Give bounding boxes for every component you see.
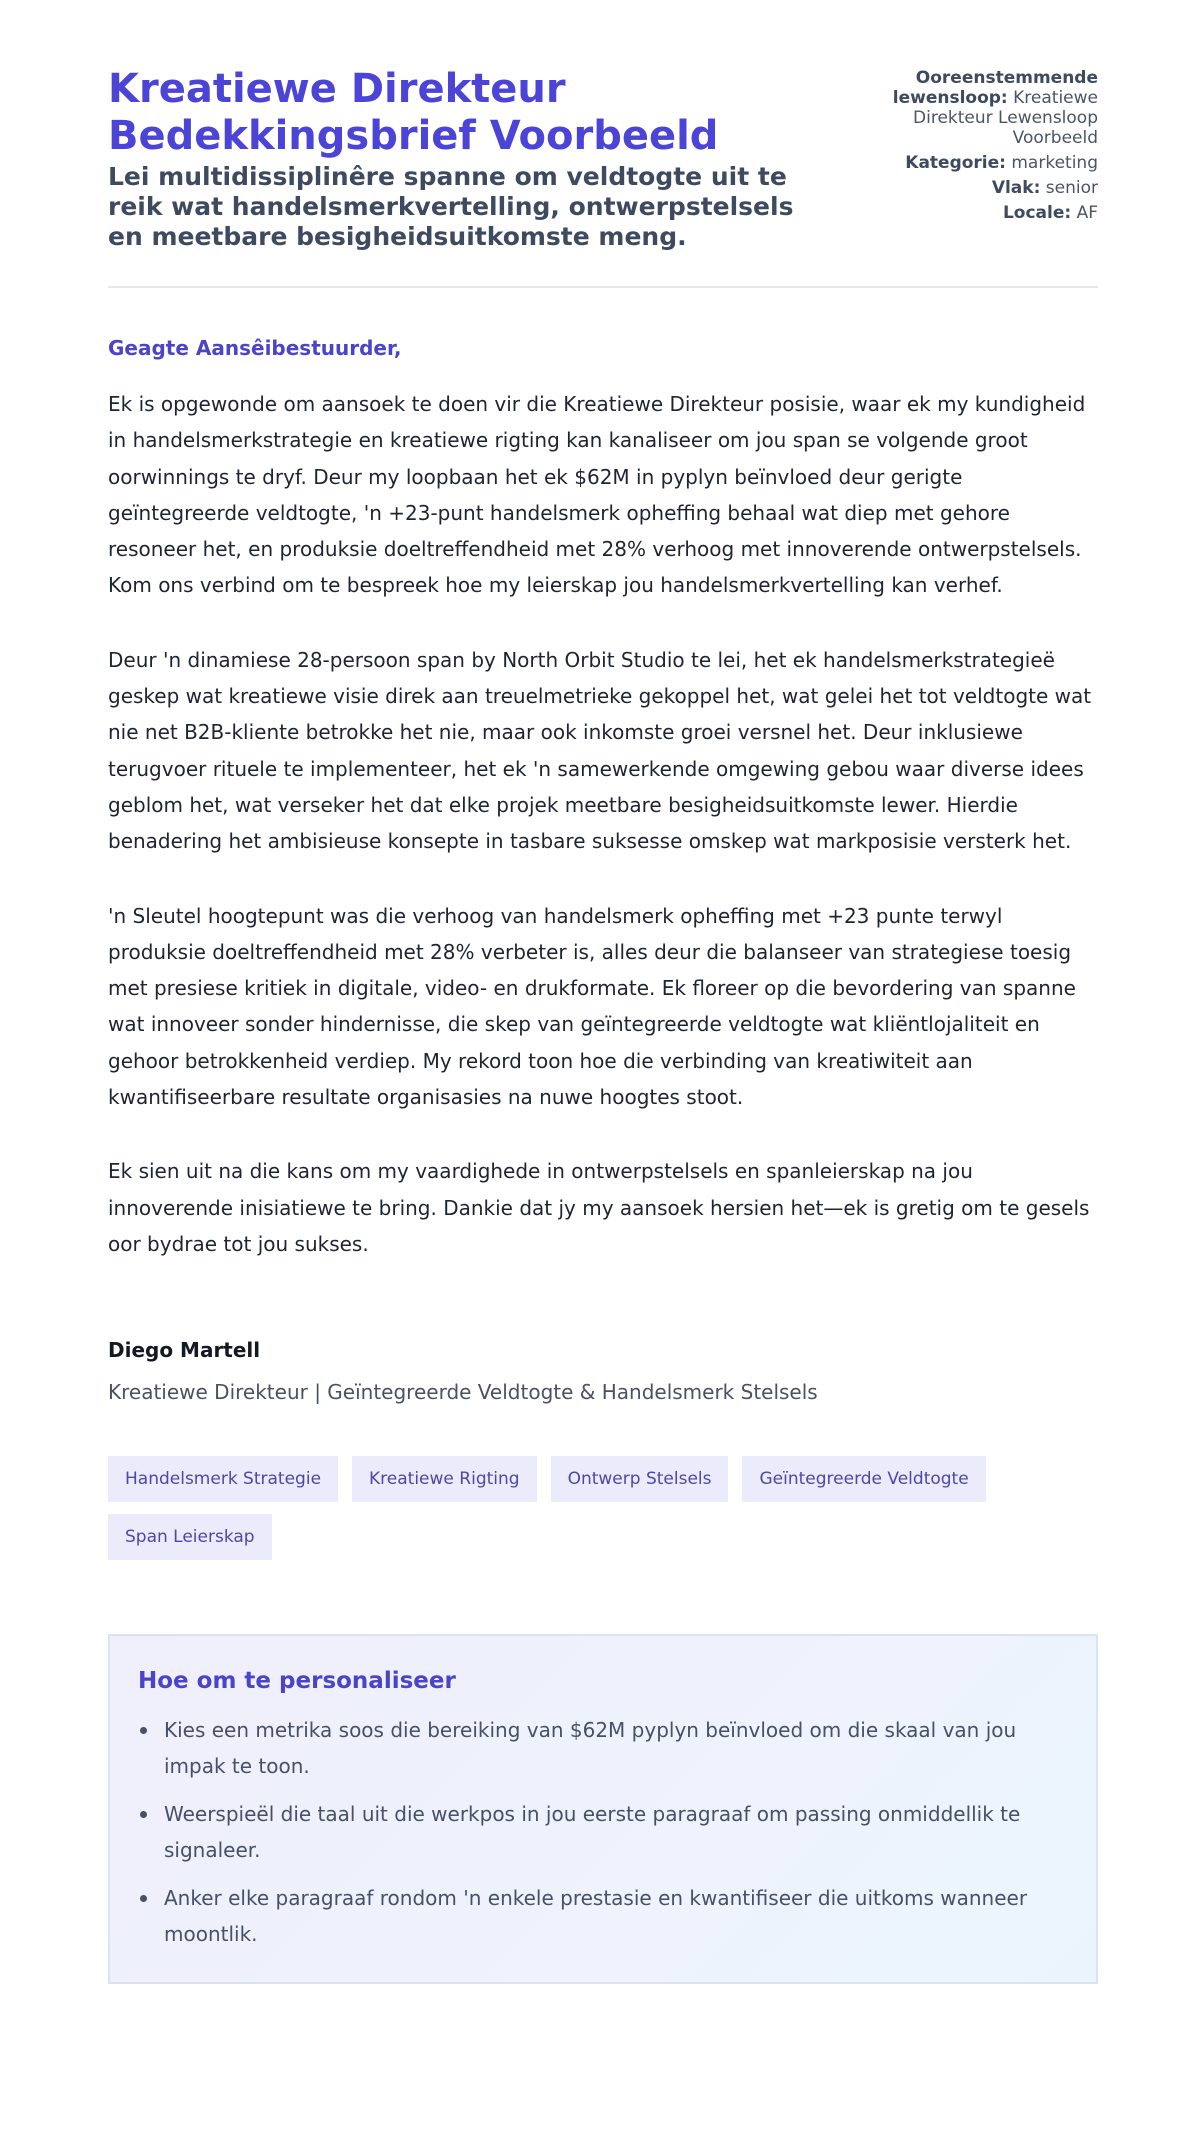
document-header: [108, 66, 1098, 288]
tip-item: [138, 1712, 1066, 1784]
tips-title: Hoe om te personaliseer: [138, 1668, 456, 1695]
signature-block: [108, 1338, 1098, 1404]
letter-paragraph: Deur 'n dinamiese 28-persoon span by North Orbit Studio te lei, het ek handelsmerkstrategieë geskep wat kreatiewe visie direk aan treuelmetrieke gekoppel het, wat gelei het tot veldtogte wat nie net B2B-kliente betrokke het nie, maar ook inkomste groei versnel het. Deur inklusiewe terugvoer rituele te implementeer, het ek 'n samewerkende omgewing gebou waar diverse idees geblom het, wat verseker het dat elke projek meetbare besigheidsuitkomste lewer. Hierdie benadering het ambisieuse konsepte in tasbare suksesse omskep wat markposisie versterk het.: [108, 647, 1092, 854]
tip-text: Kies een metrika soos die bereiking van $62M pyplyn beïnvloed om die skaal van jou impak te toon.: [164, 1718, 1017, 1779]
letter-body: [108, 336, 1098, 1262]
meta-level: [868, 178, 1098, 198]
tip-text: Weerspieël die taal uit die werkpos in jou eerste paragraaf om passing onmiddellik te signaleer.: [164, 1802, 1021, 1863]
meta-value: senior: [1045, 178, 1098, 198]
letter-paragraph: Ek sien uit na die kans om my vaardighede in ontwerpstelsels en spanleierskap na jou innoverende inisiatiewe te bring. Dankie dat jy my aansoek hersien het—ek is gretig om te gesels oor bydrae tot jou sukses.: [108, 1159, 1090, 1256]
letter-paragraph: Ek is opgewonde om aansoek te doen vir die Kreatiewe Direkteur posisie, waar ek my kundigheid in handelsmerkstrategie en kreatiewe rigting kan kanaliseer om jou span se volgende groot oorwinnings te dryf. Deur my loopbaan het ek $62M in pyplyn beïnvloed deur gerigte geïntegreerde veldtogte, 'n +23-punt handelsmerk opheffing behaal wat diep met gehore resoneer het, en produksie doeltreffendheid met 28% verhoog met innoverende ontwerpstelsels. Kom ons verbind om te bespreek hoe my leierskap jou handelsmerkvertelling kan verhef.: [108, 392, 1086, 598]
meta-value: marketing: [1011, 153, 1098, 173]
skill-tags: [108, 1456, 1008, 1560]
signature-name: Diego Martell: [108, 1338, 261, 1363]
page-title: [108, 66, 828, 160]
personalization-tips: [108, 1634, 1098, 1984]
tip-item: [138, 1796, 1066, 1868]
meta-category: [868, 153, 1098, 173]
meta-panel: [868, 66, 1098, 228]
skill-tag: Handelsmerk Strategie: [108, 1456, 338, 1502]
signature-title: Kreatiewe Direkteur | Geïntegreerde Veldtogte & Handelsmerk Stelsels: [108, 1380, 818, 1405]
meta-matching-resume: [868, 68, 1098, 148]
page-subtitle: Lei multidissiplinêre spanne om veldtogte uit te reik wat handelsmerkvertelling, ontwerpstelsels en meetbare besigheidsuitkomste meng.: [108, 162, 794, 251]
skill-tag: Geïntegreerde Veldtogte: [742, 1456, 985, 1502]
title-line-2: Bedekkingsbrief Voorbeeld: [108, 113, 719, 159]
bullet-icon: [140, 1727, 147, 1734]
meta-label: Kategorie:: [905, 153, 1006, 173]
meta-label: Locale:: [1002, 203, 1072, 223]
meta-label: Vlak:: [991, 178, 1041, 198]
tip-item: [138, 1880, 1066, 1952]
meta-locale: [868, 203, 1098, 223]
letter-paragraph: 'n Sleutel hoogtepunt was die verhoog van handelsmerk opheffing met +23 punte terwyl produksie doeltreffendheid met 28% verbeter is, alles deur die balanseer van strategiese toesig met presiese kritiek in digitale, video- en drukformate. Ek floreer op die bevordering van spanne wat innoveer sonder hindernisse, die skep van geïntegreerde veldtogte wat kliëntlojaliteit en gehoor betrokkenheid verdiep. My rekord toon hoe die verbinding van kreatiwiteit aan kwantifiseerbare resultate organisasies na nuwe hoogtes stoot.: [108, 903, 1076, 1110]
tip-text: Anker elke paragraaf rondom 'n enkele prestasie en kwantifiseer die uitkoms wanneer moontlik.: [164, 1886, 1028, 1947]
skill-tag: Span Leierskap: [108, 1514, 272, 1560]
title-line-1: Kreatiewe Direkteur: [108, 66, 566, 112]
meta-value: AF: [1076, 203, 1098, 223]
tips-list: [138, 1712, 1066, 1952]
skill-tag: Kreatiewe Rigting: [352, 1456, 537, 1502]
meta-value: Kreatiewe Direkteur Lewensloop Voorbeeld: [913, 88, 1098, 148]
salutation: Geagte Aansêibestuurder,: [108, 336, 402, 360]
skill-tag: Ontwerp Stelsels: [551, 1456, 729, 1502]
header-titles: [108, 66, 828, 252]
bullet-icon: [140, 1895, 147, 1902]
bullet-icon: [140, 1811, 147, 1818]
meta-label: Ooreenstemmende lewensloop:: [892, 68, 1098, 108]
